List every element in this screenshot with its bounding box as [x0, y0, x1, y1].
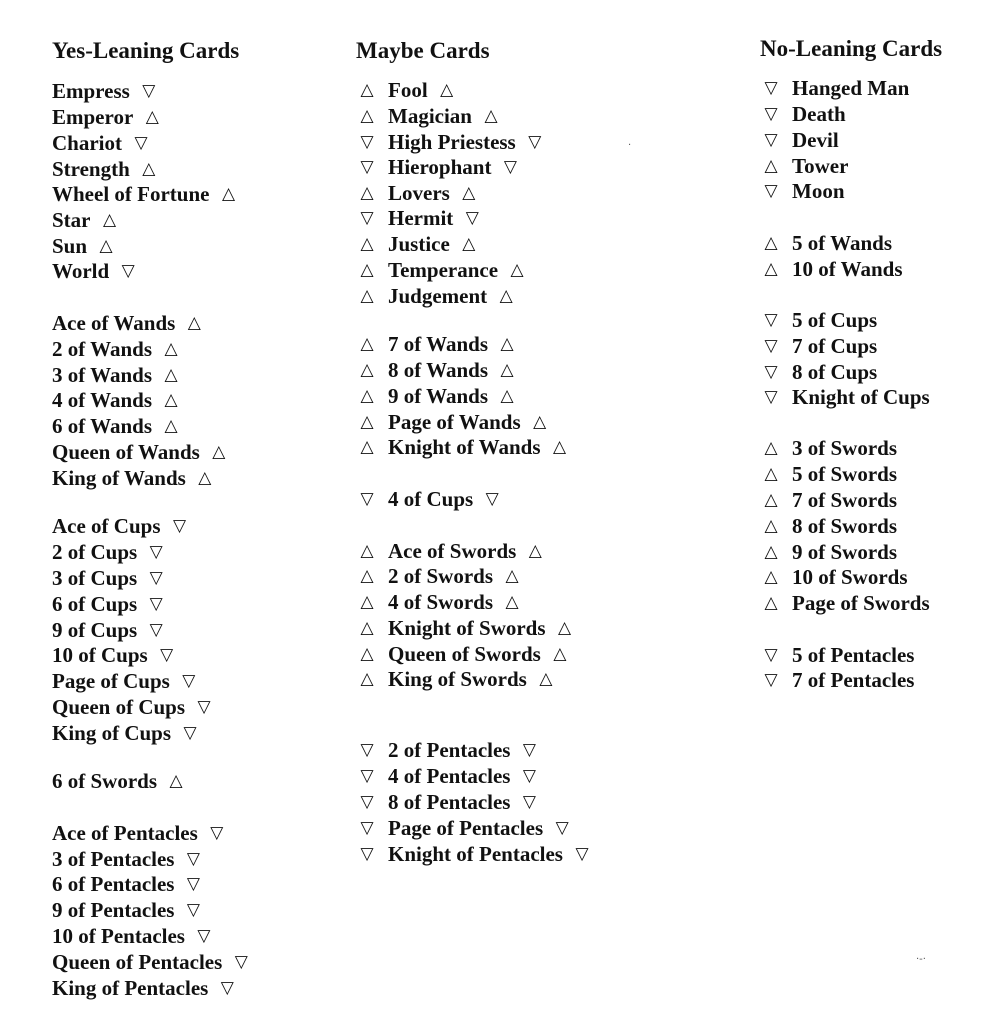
- card-entry-queen-of-cups: [52, 695, 215, 719]
- card-name: 5 of Pentacles: [792, 643, 915, 667]
- upright-triangle-icon: △: [552, 437, 567, 457]
- upright-triangle-icon: △: [360, 80, 374, 100]
- card-name: 9 of Swords: [792, 540, 898, 564]
- upright-triangle-icon: △: [764, 593, 778, 613]
- card-entry-10-of-wands: [760, 257, 903, 281]
- card-name: Magician: [388, 104, 472, 128]
- upright-triangle-icon: △: [539, 669, 553, 689]
- maybe-heading: Maybe Cards: [356, 38, 490, 63]
- card-entry-3-of-pentacles: [52, 847, 204, 871]
- upright-triangle-icon: △: [505, 566, 519, 586]
- upright-triangle-icon: △: [764, 542, 778, 562]
- card-entry-sun: [52, 234, 117, 258]
- card-name: Tower: [792, 154, 849, 178]
- card-entry-ace-of-pentacles: [52, 821, 228, 845]
- upright-triangle-icon: △: [360, 386, 374, 406]
- upright-triangle-icon: △: [764, 567, 778, 587]
- upright-triangle-icon: △: [221, 184, 236, 204]
- upright-triangle-icon: △: [764, 156, 778, 176]
- card-entry-king-of-swords: [356, 667, 557, 691]
- card-name: Knight of Wands: [388, 435, 541, 459]
- card-entry-queen-of-wands: [52, 440, 230, 464]
- reversed-triangle-icon: ▽: [149, 542, 163, 562]
- card-entry-7-of-wands: [356, 332, 518, 356]
- card-name: High Priestess: [388, 130, 516, 154]
- card-entry-page-of-cups: [52, 669, 200, 693]
- card-entry-queen-of-swords: [356, 642, 571, 666]
- reversed-triangle-icon: ▽: [186, 849, 200, 869]
- card-name: Page of Pentacles: [388, 816, 544, 840]
- reversed-triangle-icon: ▽: [149, 568, 163, 588]
- card-name: Knight of Cups: [792, 385, 930, 409]
- upright-triangle-icon: △: [360, 412, 374, 432]
- card-name: 8 of Wands: [388, 358, 488, 382]
- card-entry-2-of-wands: [52, 337, 182, 361]
- card-entry-lovers: [356, 181, 480, 205]
- card-name: 6 of Pentacles: [52, 872, 175, 896]
- scan-speck: ·: [628, 140, 632, 151]
- reversed-triangle-icon: ▽: [522, 792, 536, 812]
- card-name: Death: [792, 102, 846, 126]
- card-name: Star: [52, 208, 91, 232]
- reversed-triangle-icon: ▽: [360, 844, 374, 864]
- card-name: 2 of Pentacles: [388, 738, 511, 762]
- upright-triangle-icon: △: [505, 592, 519, 612]
- card-entry-10-of-cups: [52, 643, 178, 667]
- upright-triangle-icon: △: [360, 437, 374, 457]
- reversed-triangle-icon: ▽: [764, 181, 778, 201]
- card-name: Ace of Swords: [388, 539, 517, 563]
- upright-triangle-icon: △: [187, 313, 201, 333]
- reversed-triangle-icon: ▽: [522, 740, 536, 760]
- card-entry-10-of-swords: [760, 565, 908, 589]
- upright-triangle-icon: △: [198, 468, 212, 488]
- upright-triangle-icon: △: [360, 106, 374, 126]
- reversed-triangle-icon: ▽: [764, 78, 778, 98]
- card-name: Queen of Swords: [388, 642, 541, 666]
- card-entry-6-of-pentacles: [52, 872, 204, 896]
- card-entry-8-of-wands: [356, 358, 518, 382]
- upright-triangle-icon: △: [164, 390, 178, 410]
- card-name: 2 of Wands: [52, 337, 152, 361]
- upright-triangle-icon: △: [533, 412, 547, 432]
- card-name: Hierophant: [388, 155, 492, 179]
- card-name: Justice: [388, 232, 450, 256]
- upright-triangle-icon: △: [764, 233, 778, 253]
- card-name: King of Pentacles: [52, 976, 209, 1000]
- reversed-triangle-icon: ▽: [764, 336, 778, 356]
- card-entry-devil: [760, 128, 839, 152]
- upright-triangle-icon: △: [164, 339, 178, 359]
- upright-triangle-icon: △: [142, 159, 156, 179]
- card-name: 6 of Swords: [52, 769, 158, 793]
- card-entry-emperor: [52, 105, 163, 129]
- reversed-triangle-icon: ▽: [764, 670, 778, 690]
- card-entry-4-of-swords: [356, 590, 523, 614]
- card-entry-3-of-swords: [760, 436, 897, 460]
- upright-triangle-icon: △: [360, 592, 374, 612]
- reversed-triangle-icon: ▽: [575, 844, 589, 864]
- card-entry-king-of-pentacles: [52, 976, 238, 1000]
- card-name: World: [52, 259, 110, 283]
- reversed-triangle-icon: ▽: [149, 620, 163, 640]
- card-name: Ace of Wands: [52, 311, 176, 335]
- reversed-triangle-icon: ▽: [764, 362, 778, 382]
- card-name: Ace of Cups: [52, 514, 161, 538]
- upright-triangle-icon: △: [99, 236, 113, 256]
- card-entry-page-of-swords: [760, 591, 930, 615]
- reversed-triangle-icon: ▽: [220, 978, 234, 998]
- card-name: Emperor: [52, 105, 134, 129]
- upright-triangle-icon: △: [764, 490, 778, 510]
- card-entry-world: [52, 259, 139, 283]
- card-entry-fool: [356, 78, 458, 102]
- card-entry-chariot: [52, 131, 152, 155]
- card-entry-king-of-cups: [52, 721, 201, 745]
- card-entry-moon: [760, 179, 845, 203]
- reversed-triangle-icon: ▽: [764, 104, 778, 124]
- card-entry-4-of-pentacles: [356, 764, 540, 788]
- card-entry-2-of-swords: [356, 564, 523, 588]
- card-name: 10 of Pentacles: [52, 924, 185, 948]
- card-entry-7-of-cups: [760, 334, 877, 358]
- upright-triangle-icon: △: [764, 438, 778, 458]
- card-name: 7 of Pentacles: [792, 668, 915, 692]
- card-entry-9-of-wands: [356, 384, 518, 408]
- card-entry-magician: [356, 104, 502, 128]
- reversed-triangle-icon: ▽: [197, 926, 211, 946]
- reversed-triangle-icon: ▽: [160, 645, 174, 665]
- upright-triangle-icon: △: [360, 669, 374, 689]
- card-name: 9 of Pentacles: [52, 898, 175, 922]
- reversed-triangle-icon: ▽: [764, 130, 778, 150]
- upright-triangle-icon: △: [440, 80, 454, 100]
- card-entry-judgement: [356, 284, 517, 308]
- upright-triangle-icon: △: [499, 286, 513, 306]
- reversed-triangle-icon: ▽: [197, 697, 211, 717]
- upright-triangle-icon: △: [557, 618, 572, 638]
- card-entry-ace-of-swords: [356, 539, 546, 563]
- card-name: 5 of Cups: [792, 308, 878, 332]
- card-name: 8 of Pentacles: [388, 790, 511, 814]
- card-name: 6 of Wands: [52, 414, 152, 438]
- card-name: Knight of Swords: [388, 616, 546, 640]
- card-name: 3 of Swords: [792, 436, 898, 460]
- upright-triangle-icon: △: [553, 644, 567, 664]
- card-entry-hanged-man: [760, 76, 909, 100]
- card-name: Hanged Man: [792, 76, 910, 100]
- card-name: Fool: [388, 78, 428, 102]
- card-entry-star: [52, 208, 121, 232]
- card-entry-6-of-cups: [52, 592, 167, 616]
- card-name: 10 of Cups: [52, 643, 148, 667]
- card-entry-ace-of-wands: [52, 311, 205, 335]
- card-name: 9 of Wands: [388, 384, 488, 408]
- card-name: 10 of Swords: [792, 565, 908, 589]
- card-entry-10-of-pentacles: [52, 924, 215, 948]
- card-name: 3 of Wands: [52, 363, 152, 387]
- card-name: Queen of Pentacles: [52, 950, 223, 974]
- card-name: Devil: [792, 128, 839, 152]
- card-entry-page-of-wands: [356, 410, 551, 434]
- card-name: Chariot: [52, 131, 122, 155]
- reversed-triangle-icon: ▽: [149, 594, 163, 614]
- card-entry-7-of-pentacles: [760, 668, 914, 692]
- reversed-triangle-icon: ▽: [360, 157, 374, 177]
- upright-triangle-icon: △: [360, 260, 374, 280]
- upright-triangle-icon: △: [169, 771, 183, 791]
- card-entry-knight-of-cups: [760, 385, 930, 409]
- card-name: 7 of Wands: [388, 332, 488, 356]
- card-entry-high-priestess: [356, 130, 546, 154]
- card-name: Queen of Cups: [52, 695, 186, 719]
- card-name: Sun: [52, 234, 88, 258]
- card-entry-5-of-swords: [760, 462, 897, 486]
- card-entry-knight-of-swords: [356, 616, 576, 640]
- card-name: Temperance: [388, 258, 499, 282]
- card-entry-king-of-wands: [52, 466, 216, 490]
- reversed-triangle-icon: ▽: [360, 766, 374, 786]
- upright-triangle-icon: △: [462, 183, 476, 203]
- card-name: King of Wands: [52, 466, 186, 490]
- no-leaning-heading: No-Leaning Cards: [760, 36, 943, 61]
- card-entry-knight-of-pentacles: [356, 842, 593, 866]
- reversed-triangle-icon: ▽: [360, 132, 374, 152]
- reversed-triangle-icon: ▽: [142, 81, 156, 101]
- upright-triangle-icon: △: [764, 516, 778, 536]
- reversed-triangle-icon: ▽: [182, 671, 196, 691]
- upright-triangle-icon: △: [360, 234, 374, 254]
- card-name: King of Swords: [388, 667, 527, 691]
- reversed-triangle-icon: ▽: [764, 645, 778, 665]
- upright-triangle-icon: △: [360, 360, 374, 380]
- upright-triangle-icon: △: [212, 442, 226, 462]
- card-entry-2-of-cups: [52, 540, 167, 564]
- card-entry-9-of-pentacles: [52, 898, 204, 922]
- card-entry-6-of-swords: [52, 769, 187, 793]
- card-name: 4 of Wands: [52, 388, 152, 412]
- upright-triangle-icon: △: [360, 183, 374, 203]
- card-name: 4 of Swords: [388, 590, 494, 614]
- reversed-triangle-icon: ▽: [764, 387, 778, 407]
- card-name: 3 of Cups: [52, 566, 138, 590]
- reversed-triangle-icon: ▽: [764, 310, 778, 330]
- card-entry-4-of-wands: [52, 388, 182, 412]
- card-entry-justice: [356, 232, 480, 256]
- card-entry-2-of-pentacles: [356, 738, 540, 762]
- card-name: 7 of Swords: [792, 488, 898, 512]
- upright-triangle-icon: △: [164, 416, 178, 436]
- card-name: 5 of Wands: [792, 231, 892, 255]
- upright-triangle-icon: △: [528, 541, 542, 561]
- upright-triangle-icon: △: [360, 541, 374, 561]
- card-entry-strength: [52, 157, 160, 181]
- card-entry-ace-of-cups: [52, 514, 191, 538]
- reversed-triangle-icon: ▽: [183, 723, 197, 743]
- upright-triangle-icon: △: [360, 618, 374, 638]
- upright-triangle-icon: △: [500, 360, 514, 380]
- card-entry-7-of-swords: [760, 488, 897, 512]
- reversed-triangle-icon: ▽: [503, 157, 517, 177]
- card-name: Knight of Pentacles: [388, 842, 563, 866]
- card-entry-3-of-wands: [52, 363, 182, 387]
- reversed-triangle-icon: ▽: [172, 516, 187, 536]
- card-name: Ace of Pentacles: [52, 821, 198, 845]
- reversed-triangle-icon: ▽: [555, 818, 569, 838]
- card-name: Lovers: [388, 181, 450, 205]
- upright-triangle-icon: △: [462, 234, 476, 254]
- upright-triangle-icon: △: [764, 259, 778, 279]
- upright-triangle-icon: △: [764, 464, 778, 484]
- card-entry-wheel-of-fortune: [52, 182, 239, 206]
- card-name: Empress: [52, 79, 130, 103]
- upright-triangle-icon: △: [484, 106, 498, 126]
- card-entry-3-of-cups: [52, 566, 167, 590]
- card-name: 4 of Cups: [388, 487, 474, 511]
- reversed-triangle-icon: ▽: [360, 792, 374, 812]
- upright-triangle-icon: △: [500, 334, 514, 354]
- upright-triangle-icon: △: [164, 365, 178, 385]
- reversed-triangle-icon: ▽: [360, 489, 374, 509]
- card-name: Judgement: [388, 284, 488, 308]
- card-entry-queen-of-pentacles: [52, 950, 252, 974]
- yes-leaning-heading: Yes-Leaning Cards: [52, 38, 240, 63]
- card-entry-knight-of-wands: [356, 435, 571, 459]
- reversed-triangle-icon: ▽: [528, 132, 542, 152]
- card-entry-hermit: [356, 206, 483, 230]
- reversed-triangle-icon: ▽: [360, 208, 374, 228]
- card-entry-page-of-pentacles: [356, 816, 573, 840]
- card-name: 6 of Cups: [52, 592, 138, 616]
- card-name: Wheel of Fortune: [52, 182, 210, 206]
- upright-triangle-icon: △: [500, 386, 514, 406]
- card-name: Strength: [52, 157, 130, 181]
- upright-triangle-icon: △: [360, 644, 374, 664]
- upright-triangle-icon: △: [360, 334, 374, 354]
- upright-triangle-icon: △: [360, 566, 374, 586]
- reversed-triangle-icon: ▽: [121, 261, 135, 281]
- reversed-triangle-icon: ▽: [234, 952, 248, 972]
- reversed-triangle-icon: ▽: [360, 740, 374, 760]
- card-entry-4-of-cups: [356, 487, 503, 511]
- card-entry-5-of-wands: [760, 231, 892, 255]
- card-entry-tower: [760, 154, 848, 178]
- card-entry-death: [760, 102, 846, 126]
- card-name: Page of Wands: [388, 410, 521, 434]
- upright-triangle-icon: △: [510, 260, 524, 280]
- card-entry-8-of-swords: [760, 514, 897, 538]
- reversed-triangle-icon: ▽: [134, 133, 148, 153]
- card-name: 8 of Swords: [792, 514, 898, 538]
- card-name: 7 of Cups: [792, 334, 878, 358]
- reversed-triangle-icon: ▽: [360, 818, 374, 838]
- card-name: Queen of Wands: [52, 440, 200, 464]
- card-name: Moon: [792, 179, 845, 203]
- reversed-triangle-icon: ▽: [186, 874, 200, 894]
- scan-speck: ·-·: [916, 954, 926, 965]
- upright-triangle-icon: △: [102, 210, 117, 230]
- card-entry-9-of-cups: [52, 618, 167, 642]
- card-name: 8 of Cups: [792, 360, 878, 384]
- card-entry-5-of-pentacles: [760, 643, 914, 667]
- upright-triangle-icon: △: [360, 286, 374, 306]
- card-name: King of Cups: [52, 721, 172, 745]
- card-entry-6-of-wands: [52, 414, 182, 438]
- card-name: 10 of Wands: [792, 257, 903, 281]
- reversed-triangle-icon: ▽: [485, 489, 499, 509]
- reversed-triangle-icon: ▽: [186, 900, 200, 920]
- card-name: 2 of Cups: [52, 540, 138, 564]
- card-entry-9-of-swords: [760, 540, 897, 564]
- upright-triangle-icon: △: [145, 107, 159, 127]
- card-entry-5-of-cups: [760, 308, 877, 332]
- card-name: Hermit: [388, 206, 454, 230]
- card-entry-temperance: [356, 258, 528, 282]
- reversed-triangle-icon: ▽: [210, 823, 224, 843]
- card-name: 2 of Swords: [388, 564, 494, 588]
- card-name: 4 of Pentacles: [388, 764, 511, 788]
- card-name: 9 of Cups: [52, 618, 138, 642]
- card-entry-8-of-pentacles: [356, 790, 540, 814]
- reversed-triangle-icon: ▽: [522, 766, 536, 786]
- card-name: 5 of Swords: [792, 462, 898, 486]
- card-entry-empress: [52, 79, 160, 103]
- card-name: Page of Swords: [792, 591, 930, 615]
- card-name: Page of Cups: [52, 669, 170, 693]
- card-entry-8-of-cups: [760, 360, 877, 384]
- card-name: 3 of Pentacles: [52, 847, 175, 871]
- reversed-triangle-icon: ▽: [465, 208, 479, 228]
- card-entry-hierophant: [356, 155, 521, 179]
